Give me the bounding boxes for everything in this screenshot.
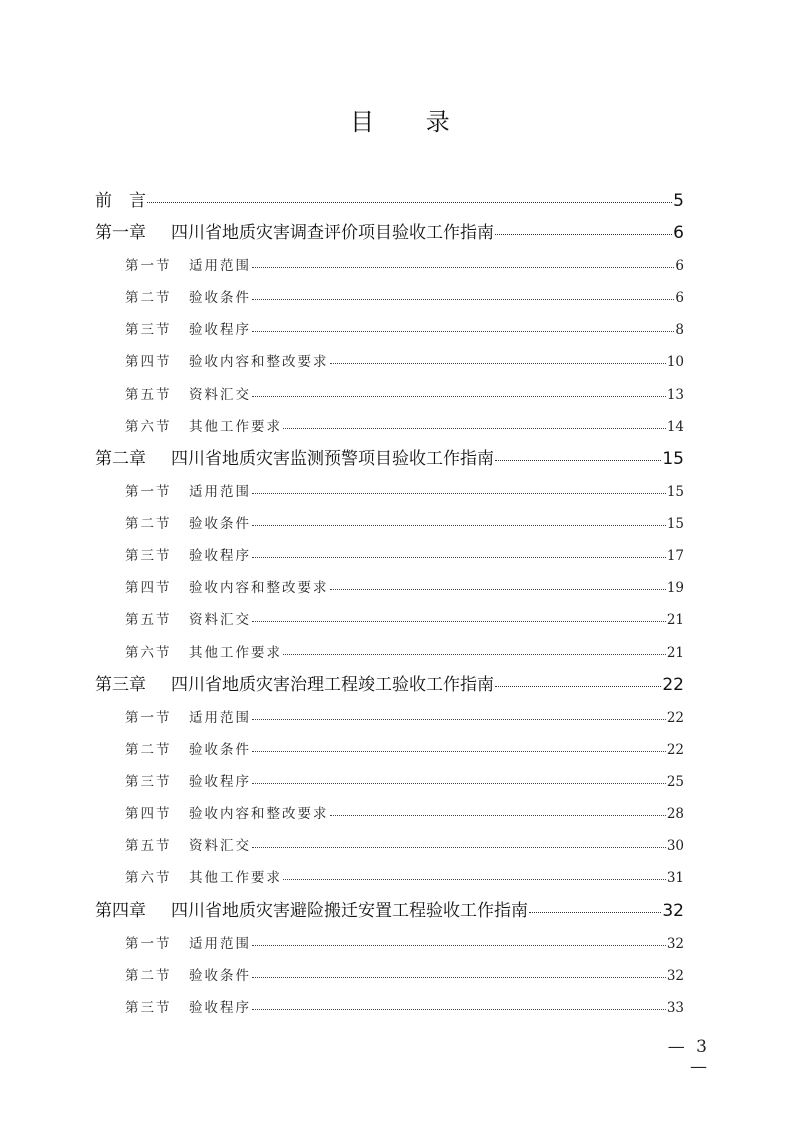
dot-leader	[252, 396, 666, 397]
dot-leader	[252, 751, 666, 752]
section-number: 第三节	[125, 322, 172, 338]
section-number: 第四节	[125, 354, 172, 370]
section-title: 验收条件	[189, 516, 251, 532]
toc-section[interactable]	[125, 350, 684, 370]
toc-section[interactable]	[125, 383, 684, 403]
toc-section[interactable]	[125, 802, 684, 822]
toc-page-number: 22	[666, 710, 684, 726]
section-title: 适用范围	[189, 484, 251, 500]
section-number: 第四节	[125, 580, 172, 596]
dot-leader	[252, 977, 666, 978]
toc-section[interactable]	[125, 254, 684, 274]
toc-chapter-3[interactable]	[95, 670, 684, 696]
toc-page-number: 14	[666, 419, 684, 435]
chapter-number: 第二章	[95, 449, 146, 469]
dot-leader	[495, 686, 661, 687]
toc-section[interactable]	[125, 318, 684, 338]
section-title: 验收条件	[189, 968, 251, 984]
section-title: 资料汇交	[189, 612, 251, 628]
section-number: 第三节	[125, 1000, 172, 1016]
dot-leader	[252, 267, 674, 268]
chapter-title: 四川省地质灾害调查评价项目验收工作指南	[171, 223, 494, 243]
toc-section[interactable]	[125, 415, 684, 435]
section-title: 验收条件	[189, 742, 251, 758]
dot-leader	[330, 815, 666, 816]
section-number: 第一节	[125, 258, 172, 274]
section-number: 第二节	[125, 968, 172, 984]
toc-page-number: 22	[666, 742, 684, 758]
section-number: 第二节	[125, 290, 172, 306]
chapter-number: 第三章	[95, 675, 146, 695]
section-number: 第三节	[125, 548, 172, 564]
section-number: 第一节	[125, 484, 172, 500]
section-number: 第五节	[125, 612, 172, 628]
toc-page-number: 32	[666, 936, 684, 952]
toc-page-number: 28	[666, 806, 684, 822]
section-title: 验收程序	[189, 774, 251, 790]
section-number: 第二节	[125, 516, 172, 532]
section-title: 适用范围	[189, 258, 251, 274]
section-number: 第三节	[125, 774, 172, 790]
toc-page-number: 6	[675, 258, 684, 274]
dot-leader	[252, 621, 666, 622]
dot-leader	[283, 428, 666, 429]
section-title: 验收程序	[189, 322, 251, 338]
section-title: 其他工作要求	[189, 419, 282, 435]
toc-page-number: 22	[662, 675, 684, 695]
toc-section[interactable]	[125, 576, 684, 596]
toc-page-number: 13	[666, 387, 684, 403]
dot-leader	[495, 460, 661, 461]
toc-section[interactable]	[125, 512, 684, 532]
toc-page-number: 15	[666, 484, 684, 500]
section-title: 验收内容和整改要求	[189, 580, 329, 596]
dot-leader	[252, 331, 674, 332]
section-number: 第五节	[125, 387, 172, 403]
toc-page-number: 25	[666, 774, 684, 790]
section-title: 验收内容和整改要求	[189, 354, 329, 370]
toc-title: 目 录	[350, 108, 472, 136]
toc-chapter-4[interactable]	[95, 896, 684, 922]
toc-chapter-2[interactable]	[95, 444, 684, 470]
dot-leader	[252, 719, 666, 720]
dot-leader	[330, 589, 666, 590]
section-title: 适用范围	[189, 710, 251, 726]
section-title: 资料汇交	[189, 838, 251, 854]
chapter-number: 第一章	[95, 223, 146, 243]
section-number: 第六节	[125, 419, 172, 435]
toc-page-number: 17	[666, 548, 684, 564]
dot-leader	[330, 363, 666, 364]
toc-page-number: 32	[666, 968, 684, 984]
toc-page-number: 30	[666, 838, 684, 854]
dot-leader	[252, 945, 666, 946]
section-number: 第四节	[125, 806, 172, 822]
section-title: 验收条件	[189, 290, 251, 306]
toc-section[interactable]	[125, 738, 684, 758]
toc-page-number: 32	[662, 901, 684, 921]
section-number: 第一节	[125, 936, 172, 952]
dot-leader	[283, 879, 666, 880]
dot-leader	[252, 847, 666, 848]
dot-leader	[252, 1009, 666, 1010]
toc-section[interactable]	[125, 866, 684, 886]
toc-section[interactable]	[125, 964, 684, 984]
section-number: 第六节	[125, 870, 172, 886]
dot-leader	[495, 234, 672, 235]
toc-page-number: 21	[666, 645, 684, 661]
toc-page-number: 10	[666, 354, 684, 370]
toc-page-number: 15	[662, 449, 684, 469]
dot-leader	[283, 654, 666, 655]
dot-leader	[252, 299, 674, 300]
section-number: 第六节	[125, 645, 172, 661]
section-title: 验收内容和整改要求	[189, 806, 329, 822]
toc-section[interactable]	[125, 480, 684, 500]
toc-section[interactable]	[125, 286, 684, 306]
dot-leader	[529, 912, 661, 913]
toc-entry-preface[interactable]	[95, 186, 684, 212]
toc-section[interactable]	[125, 544, 684, 564]
dot-leader	[252, 557, 666, 558]
dot-leader	[252, 783, 666, 784]
toc-entry-label: 前 言	[95, 191, 146, 211]
toc-page-number: 6	[673, 223, 684, 243]
section-title: 资料汇交	[189, 387, 251, 403]
chapter-title: 四川省地质灾害监测预警项目验收工作指南	[171, 449, 494, 469]
section-title: 其他工作要求	[189, 645, 282, 661]
toc-page-number: 21	[666, 612, 684, 628]
toc-page-number: 5	[673, 191, 684, 211]
dot-leader	[147, 202, 672, 203]
chapter-title: 四川省地质灾害治理工程竣工验收工作指南	[171, 675, 494, 695]
section-title: 适用范围	[189, 936, 251, 952]
toc-chapter-1[interactable]	[95, 218, 684, 244]
toc-section[interactable]	[125, 770, 684, 790]
toc-section[interactable]	[125, 706, 684, 726]
toc-section[interactable]	[125, 641, 684, 661]
dot-leader	[252, 525, 666, 526]
toc-page-number: 19	[666, 580, 684, 596]
chapter-title: 四川省地质灾害避险搬迁安置工程验收工作指南	[171, 901, 528, 921]
section-title: 验收程序	[189, 548, 251, 564]
toc-page-number: 33	[666, 1000, 684, 1016]
page-number-footer: — 3 —	[667, 1037, 710, 1077]
chapter-number: 第四章	[95, 901, 146, 921]
section-title: 验收程序	[189, 1000, 251, 1016]
section-title: 其他工作要求	[189, 870, 282, 886]
section-number: 第一节	[125, 710, 172, 726]
toc-page-number: 31	[666, 870, 684, 886]
toc-section[interactable]	[125, 996, 684, 1016]
toc-page-number: 8	[675, 322, 684, 338]
dot-leader	[252, 493, 666, 494]
section-number: 第五节	[125, 838, 172, 854]
section-number: 第二节	[125, 742, 172, 758]
toc-section[interactable]	[125, 834, 684, 854]
toc-section[interactable]	[125, 608, 684, 628]
toc-section[interactable]	[125, 932, 684, 952]
toc-page-number: 6	[675, 290, 684, 306]
toc-page-number: 15	[666, 516, 684, 532]
